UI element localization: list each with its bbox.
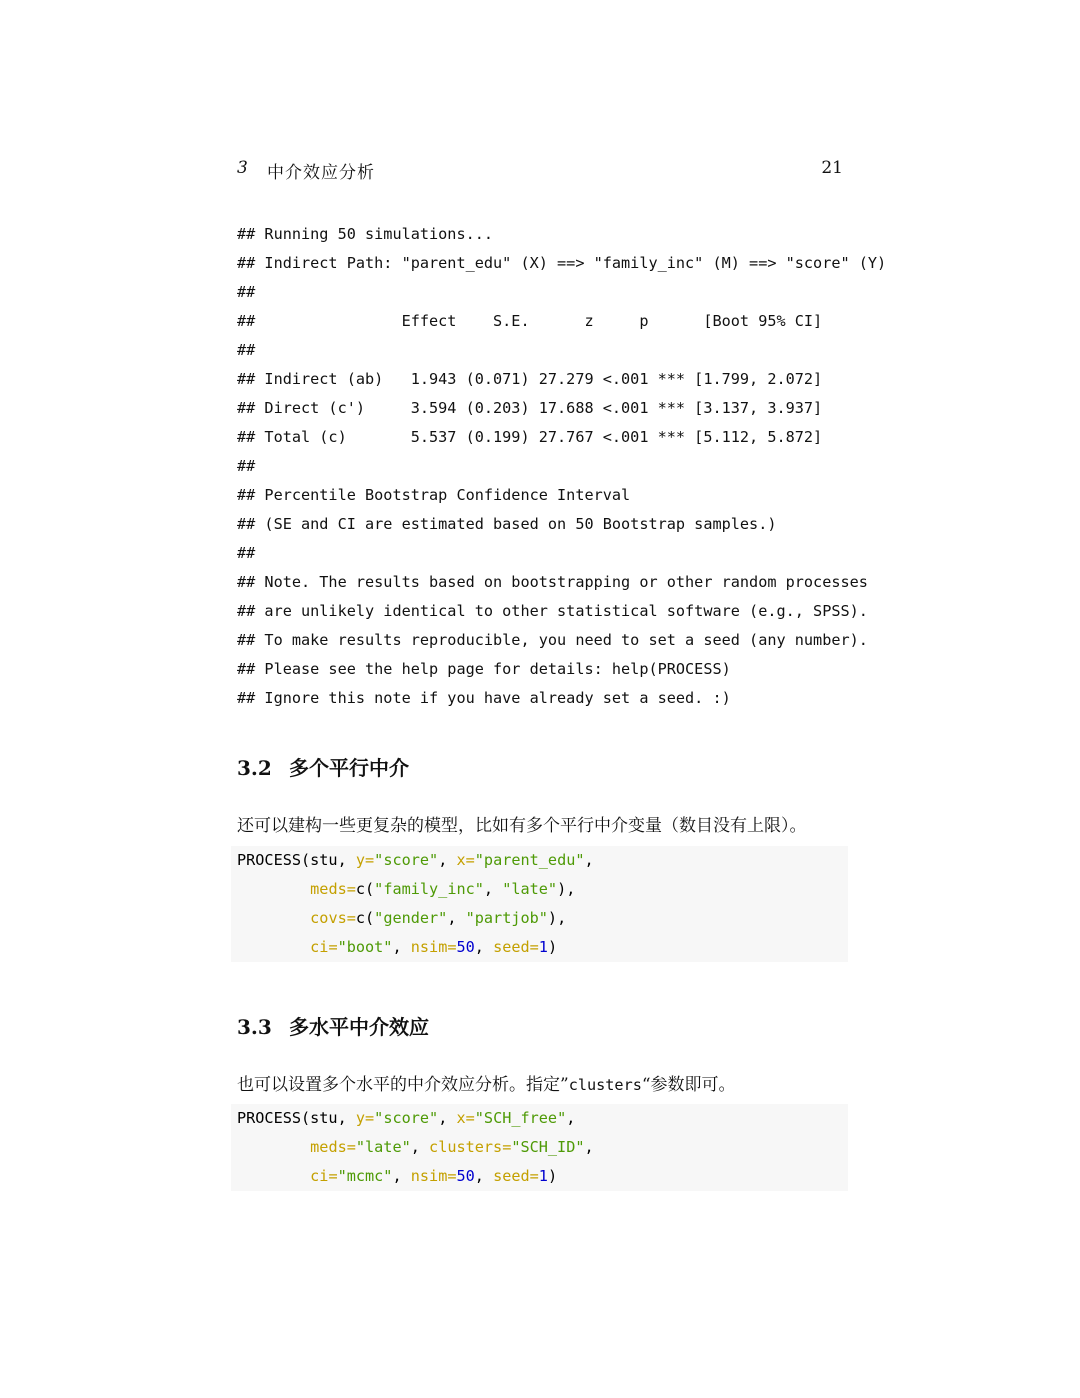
- code-token-plain: [237, 1167, 310, 1185]
- code-token-str: "partjob": [465, 909, 548, 927]
- output-line: ## Total (c) 5.537 (0.199) 27.767 <.001 *** [5.112, 5.872]: [237, 428, 823, 446]
- code-token-plain: ,: [447, 909, 466, 927]
- code-token-arg: ci=: [310, 1167, 338, 1185]
- chapter-title: 中介效应分析: [267, 163, 375, 183]
- code-token-num: 50: [456, 938, 475, 956]
- code-token-str: "late": [355, 1138, 411, 1156]
- code-token-str: "score": [374, 1109, 439, 1127]
- output-line: ## Ignore this note if you have already set a seed. :): [237, 689, 731, 707]
- code-token-arg: nsim=: [410, 938, 457, 956]
- console-output: [237, 220, 886, 713]
- code-token-plain: c(: [355, 880, 375, 898]
- code-token-arg: y=: [355, 851, 375, 869]
- code-token-plain: ,: [392, 938, 411, 956]
- code-line: [231, 1133, 848, 1162]
- code-token-num: 50: [456, 1167, 475, 1185]
- code-token-num: 1: [538, 938, 548, 956]
- code-token-str: "family_inc": [374, 880, 484, 898]
- code-token-plain: ,: [438, 1109, 457, 1127]
- code-token-arg: ci=: [310, 938, 338, 956]
- output-line: ## Please see the help page for details: help(PROCESS): [237, 660, 731, 678]
- section-3-2-paragraph: 还可以建构一些更复杂的模型，比如有多个平行中介变量（数目没有上限）。: [237, 816, 807, 836]
- code-line: [231, 933, 848, 962]
- output-line: ## are unlikely identical to other statistical software (e.g., SPSS).: [237, 602, 868, 620]
- section-heading-3-2: [237, 752, 409, 781]
- code-token-plain: c(: [355, 909, 375, 927]
- page-number: 21: [821, 158, 843, 178]
- code-token-plain: ): [547, 938, 558, 956]
- code-token-plain: ,: [483, 880, 503, 898]
- code-block-multilevel-mediation: [231, 1104, 848, 1191]
- code-token-arg: seed=: [493, 938, 539, 956]
- code-token-str: "late": [502, 880, 558, 898]
- code-token-str: "parent_edu": [474, 851, 585, 869]
- section-3-3-paragraph: [237, 1070, 736, 1095]
- section-number: 3.2: [237, 756, 272, 780]
- code-token-str: "score": [374, 851, 439, 869]
- output-line: ## Indirect Path: "parent_edu" (X) ==> "family_inc" (M) ==> "score" (Y): [237, 254, 887, 272]
- code-token-num: 1: [538, 1167, 548, 1185]
- code-token-plain: ,: [392, 1167, 411, 1185]
- output-line: ##: [237, 457, 256, 475]
- code-token-str: "mcmc": [337, 1167, 393, 1185]
- code-token-str: "SCH_free": [474, 1109, 567, 1127]
- code-token-plain: ),: [547, 909, 567, 927]
- code-token-plain: ,: [584, 1138, 594, 1156]
- paragraph-text: “参数即可。: [641, 1075, 736, 1095]
- code-token-plain: [237, 938, 310, 956]
- code-token-arg: x=: [456, 1109, 475, 1127]
- output-line: ## Percentile Bootstrap Confidence Interval: [237, 486, 631, 504]
- inline-code-clusters: clusters: [568, 1076, 642, 1094]
- code-block-parallel-mediation: [231, 846, 848, 962]
- output-line: ## Running 50 simulations...: [237, 225, 494, 243]
- code-token-plain: ,: [410, 1138, 430, 1156]
- code-token-arg: nsim=: [410, 1167, 457, 1185]
- code-token-arg: seed=: [493, 1167, 539, 1185]
- section-heading-3-3: [237, 1011, 429, 1040]
- code-token-str: "boot": [337, 938, 393, 956]
- code-token-plain: ),: [557, 880, 576, 898]
- code-token-arg: clusters=: [429, 1138, 512, 1156]
- code-token-plain: ,: [474, 938, 494, 956]
- code-token-plain: PROCESS(stu,: [237, 851, 356, 869]
- code-token-plain: [237, 1138, 310, 1156]
- code-token-arg: x=: [456, 851, 475, 869]
- output-line: ## Indirect (ab) 1.943 (0.071) 27.279 <.001 *** [1.799, 2.072]: [237, 370, 823, 388]
- section-title: 多水平中介效应: [289, 1015, 429, 1039]
- code-token-plain: [237, 880, 310, 898]
- code-token-arg: y=: [355, 1109, 375, 1127]
- code-token-plain: ): [547, 1167, 558, 1185]
- code-token-plain: PROCESS(stu,: [237, 1109, 356, 1127]
- section-title: 多个平行中介: [289, 756, 409, 780]
- code-token-plain: ,: [566, 1109, 576, 1127]
- page-header: [237, 158, 843, 184]
- section-number: 3.3: [237, 1015, 272, 1039]
- code-line: [231, 1162, 848, 1191]
- code-line: [231, 904, 848, 933]
- output-line: ##: [237, 341, 256, 359]
- code-line: [231, 875, 848, 904]
- code-token-plain: [237, 909, 310, 927]
- output-line: ## To make results reproducible, you need to set a seed (any number).: [237, 631, 868, 649]
- code-token-plain: ,: [584, 851, 594, 869]
- code-token-arg: meds=: [310, 880, 356, 898]
- code-token-arg: meds=: [310, 1138, 356, 1156]
- code-token-arg: covs=: [310, 909, 356, 927]
- output-line: ## Effect S.E. z p [Boot 95% CI]: [237, 312, 823, 330]
- code-token-str: "gender": [374, 909, 448, 927]
- output-line: ## Direct (c') 3.594 (0.203) 17.688 <.001 *** [3.137, 3.937]: [237, 399, 823, 417]
- code-token-plain: ,: [474, 1167, 494, 1185]
- paragraph-text: 也可以设置多个水平的中介效应分析。指定”: [237, 1075, 569, 1095]
- output-line: ## (SE and CI are estimated based on 50 Bootstrap samples.): [237, 515, 777, 533]
- output-line: ##: [237, 544, 256, 562]
- output-line: ## Note. The results based on bootstrapping or other random processes: [237, 573, 868, 591]
- chapter-number: 3: [237, 158, 248, 178]
- code-token-plain: ,: [438, 851, 457, 869]
- code-line: [231, 1104, 848, 1133]
- code-token-str: "SCH_ID": [511, 1138, 585, 1156]
- output-line: ##: [237, 283, 256, 301]
- code-line: [231, 846, 848, 875]
